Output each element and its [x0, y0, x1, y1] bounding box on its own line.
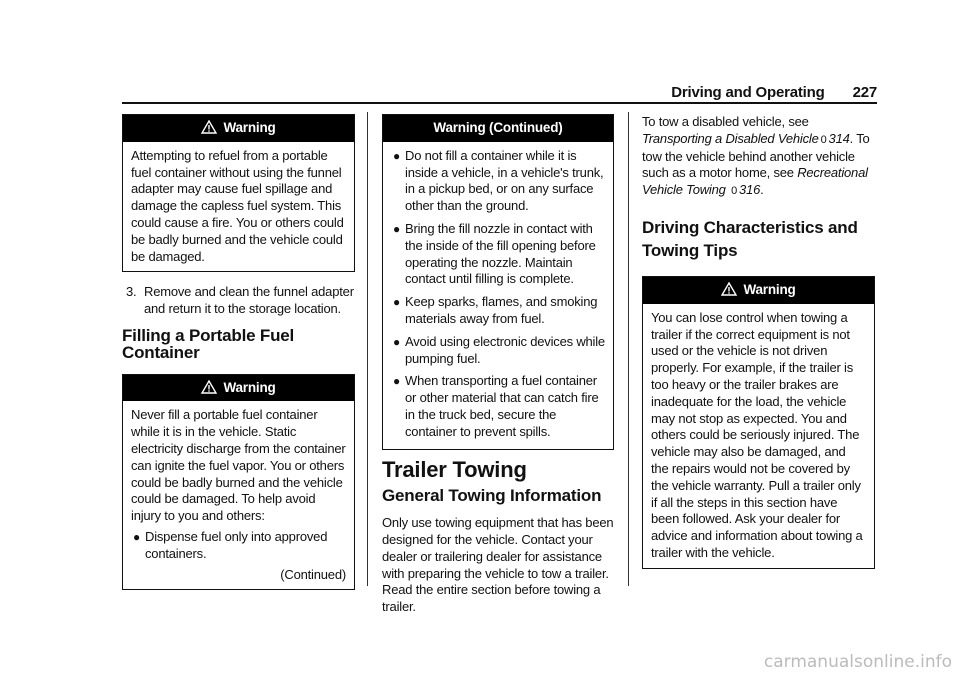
page-number: 227: [852, 84, 877, 101]
column-divider: [628, 112, 629, 586]
page-reference[interactable]: 316: [739, 182, 761, 198]
section-heading: Driving Characteristics and Towing Tips: [642, 217, 858, 260]
cross-reference-link[interactable]: Recreational Vehicle Towing: [642, 165, 868, 198]
bullet-icon: ●: [133, 529, 141, 544]
page-header: [122, 84, 877, 101]
chapter-heading: Trailer Towing: [382, 456, 527, 482]
step-text: Remove and clean the funnel adapter and return it to the storage location.: [144, 284, 354, 317]
warning-box: [382, 114, 614, 450]
continued-label: (Continued): [280, 566, 346, 582]
header-rule: [122, 102, 877, 104]
page-reference-icon: 0: [731, 185, 738, 198]
list-item: ● Avoid using electronic devices while pumping fuel.: [393, 333, 605, 366]
warning-header: [383, 115, 613, 142]
warning-text: Never fill a portable fuel container while it is in the vehicle. Static electricity discharge from the container can ignite the fuel vapor. You or others could be badly burned and the vehicle could be damaged. To help avoid injury to you and others:: [131, 407, 346, 524]
warning-header: [123, 375, 354, 402]
bullet-icon: ●: [393, 148, 401, 163]
warning-title: Warning (Continued): [433, 120, 563, 135]
column-divider: [367, 112, 368, 586]
warning-title: Warning: [223, 120, 276, 135]
column-1: [122, 114, 355, 602]
column-2: [382, 114, 614, 628]
warning-triangle-icon: [201, 120, 217, 134]
list-item: ● When transporting a fuel container or other material that can catch fire in the truck bed, secure the container to prevent spills.: [393, 373, 599, 439]
list-item: ● Do not fill a container while it is inside a vehicle, in a vehicle's trunk, in a pickup bed, or on any surface other than the ground.: [393, 147, 604, 214]
warning-triangle-icon: [201, 380, 217, 394]
step-number: 3.: [126, 284, 137, 300]
cross-reference-link[interactable]: Transporting a Disabled Vehicle: [642, 130, 819, 146]
bullet-icon: ●: [393, 295, 401, 310]
body-paragraph: Only use towing equipment that has been designed for the vehicle. Contact your dealer or trailering dealer for assistance with preparing the vehicle to tow a trailer. Read the entire section before towing a trailer.: [382, 515, 614, 615]
section-heading: Filling a Portable Fuel Container: [122, 325, 295, 362]
column-3: [642, 114, 875, 581]
warning-header: [123, 115, 354, 142]
watermark: carmanualsonline.info: [763, 652, 952, 672]
list-item: ● Keep sparks, flames, and smoking materials away from fuel.: [393, 294, 598, 326]
bullet-icon: ●: [393, 334, 401, 349]
warning-text: Attempting to refuel from a portable fuel container without using the funnel adapter may cause fuel spillage and damage the capless fuel system. This could cause a fire. You or others could be badly burned and the vehicle could be damaged.: [131, 147, 344, 264]
warning-title: Warning: [743, 281, 796, 297]
warning-text: You can lose control when towing a trailer if the correct equipment is not used or the vehicle is not driven properly. For example, if the trailer is too heavy or the trailer brakes are inadequate for the load, the vehicle may not stop as expected. You and others could be seriously injured. The vehicle may also be damaged, and the repairs would not be covered by the vehicle warranty. Pull a trailer only if all the steps in this section have been followed. Ask your dealer for advice and information about towing a trailer with the vehicle.: [651, 309, 863, 560]
page-reference-icon: 0: [820, 133, 827, 146]
page-reference[interactable]: 314: [828, 130, 850, 146]
warning-box: [122, 374, 355, 591]
section-heading: General Towing Information: [382, 486, 602, 506]
step-3: [122, 284, 355, 318]
warning-box: [122, 114, 355, 272]
warning-header: [643, 277, 874, 304]
warning-box: [642, 276, 875, 569]
bullet-icon: ●: [393, 374, 401, 389]
bullet-icon: ●: [393, 221, 401, 236]
body-paragraph: To tow a disabled vehicle, see Transporting a Disabled Vehicle 0 314. To tow the vehicle behind another vehicle such as a motor home, see Recreational Vehicle Towing 0 316.: [642, 114, 870, 198]
list-item: ● Bring the fill nozzle in contact with the inside of the fill opening before operating the nozzle. Maintain contact until filling is complete.: [393, 220, 596, 287]
warning-title: Warning: [223, 379, 276, 395]
warning-triangle-icon: [721, 282, 737, 296]
section-title: Driving and Operating: [671, 84, 825, 101]
list-item: ● Dispense fuel only into approved containers.: [133, 528, 328, 561]
